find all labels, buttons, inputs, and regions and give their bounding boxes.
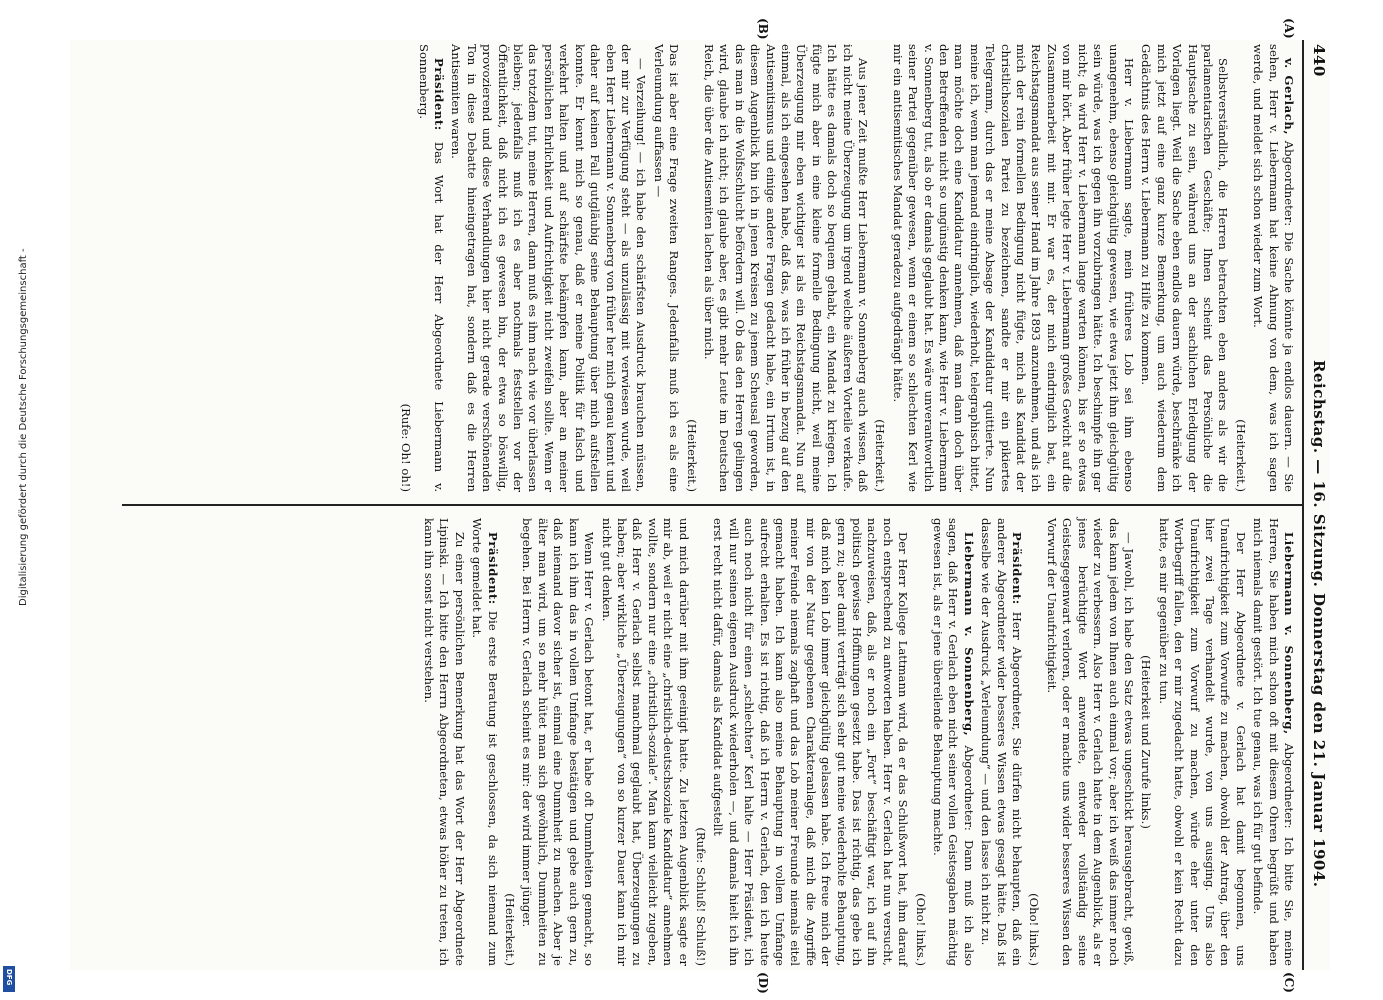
paragraph: Der Herr Kollege Lattmann wird, da er das Schlußwort hat, ihm darauf noch entsprechend zu antworten haben. Herr v. Gerlach hat nun versucht, nachzuweisen, daß, als er noch ein „Fort“ beschäftigt war, ich auf ihn politisch gewisse Hoffnungen gesetzt habe. Das ist richtig, das gebe ich gern zu; aber damit verträgt sich sehr gut meine wiederholte Behauptung, daß mich kein Lob immer gleichgültig gelassen habe. Ich freue mich der mir von der Natur gegebenen Charakteranlage, daß mich die Angriffe meiner Feinde niemals zaghaft und das Lob meiner Freunde niemals eitel gemacht haben. Ich kann also meine Behauptung in vollem Umfange aufrecht erhalten. Es ist richtig, daß ich Herrn v. Gerlach, den ich heute auch noch nicht für einen „schlechten“ Kerl halte — Herr Präsident, ich will nur seinen eigenen Ausdruck wiederholen —, und damals hielt ich ihn erst recht nicht dafür, damals als Kandidat aufgestellt — [711, 518, 911, 966]
credit-text: Digitalisierung gefördert durch die Deutsche Forschungsgemeinschaft - — [18, 248, 29, 606]
speech-text: Abgeordneter: Ich bitte Sie, meine Herren, Sie haben mich schon oft mit diesem Ohren begrüßt und haben mich niemals damit gestört. Ich tue genau, was ich für gut befinde. — [1251, 518, 1296, 967]
scanned-page — [70, 18, 1330, 994]
margin-marker-d: (D) — [756, 972, 770, 994]
paragraph — [1250, 518, 1296, 966]
speech-text: Herr Abgeordneter, Sie dürfen nicht behaupten, daß ein anderer Abgeordneter wider besseres Wissen etwas gesagt hätte. Daß ist dasselbe wie der Ausdruck „Verleumdung“ — und den lasse ich nicht zu. — [979, 518, 1025, 966]
reaction: (Heiterkeit.) — [873, 419, 888, 492]
reaction: (Heiterkeit und Zurufe links.) — [1139, 655, 1154, 829]
paragraph: Aus jener Zeit mußte Herr Liebermann v. Sonnenberg auch wissen, daß ich nicht meine Überzeugung um irgend welche äußeren Vorteile verkaufe. Ich hätte es damals doch so bequem gehabt, ein Mandat zu kriegen. Ich fügte mich aber in eine kleine formelle Bedingung nicht, weil meine Überzeugung mir eben wichtiger ist als ein Reichstagsmandat. Nun auf einmal, als ich eingesehen habe, daß das, was ich früher in bezug auf den Antisemitismus und einige andere Fragen gedacht habe, ein Irrtum ist, in diesem Augenblick bin ich in jenen Kreisen zu jenem Scheusal geworden, das man in die Wolfsschlucht befördern will. Ob das den Herren gelingen wird, glaube ich nicht; ich glaube aber, es gibt mehr Leute im Deutschen Reich, die über die Antisemiten lachen als über mich. — [701, 44, 871, 492]
speech-text: Abgeordneter: Dann muß ich also sagen, daß Herr v. Gerlach eben nicht seiner vollen Geistesgaben mächtig gewesen ist, als er jene übereilende Behauptung machte. — [931, 518, 976, 967]
margin-marker-b: (B) — [756, 18, 770, 40]
paragraph: Das ist aber eine Frage zweiten Ranges. Jedenfalls muß ich es als eine Verleumdung auffassen — — [651, 44, 682, 492]
margin-marker-a: (A) — [1282, 18, 1296, 39]
reaction: (Heiterkeit.) — [1233, 419, 1248, 492]
paragraph — [415, 44, 446, 492]
speech-text: Die erste Beratung ist geschlossen, da sich niemand zum Worte gemeldet hat. — [470, 518, 500, 966]
reaction: (Oho! links.) — [913, 893, 928, 966]
paragraph — [1250, 44, 1296, 492]
speaker-name: Präsident: — [432, 58, 447, 131]
paragraph: — Verzeihung! — ich habe den schärfsten Ausdruck brauchen müssen, der mir zur Verfügung steht — als unzulässig mit verwiesen wurde, weil eben Herr Liebermann v. Sonnenberg von früher her mich genau kennt und daher auf keinen Fall gutgläubig seine Behauptung über mich aufstellen konnte. Er kennt mich so genau, daß er meine Politik für falsch und verkehrt halten und auf schärfste bekämpfen kann, aber an meiner persönlichen Ehrlichkeit und Aufrichtigkeit nicht zweifeln sollte. Wenn er das trotzdem tut, meine Herren, dann muß es ihm nach wie vor überlassen bleiben; jedenfalls muß ich es aber nochmals feststellen vor der Öffentlichkeit, daß nicht ich es gewesen bin, der etwa so böswillig, provozierend und diese Verhandlungen hier nicht gerade verschönenden Ton in diese Debatte hineingetragen hat, sondern daß es die Herren Antisemiten waren. — [449, 44, 649, 492]
reaction: (Heiterkeit.) — [503, 893, 518, 966]
dfg-logo-text: DFG — [5, 969, 13, 986]
header-rule — [1302, 40, 1304, 970]
speech-text: Das Wort hat der Herr Abgeordnete Liebermann v. Sonnenberg. — [416, 44, 447, 492]
paragraph: — Jawohl, ich habe den Satz etwas ungeschickt herausgebracht, gewiß, das kann jedem von Ihnen auch einmal vor; aber ich weiß das immer noch wieder zu verbessern. Also Herr v. Gerlach hatte in dem Augenblick, als er jenes berüchtigte Wort anwendete, entweder vollständig seine Geistesgegenwart verloren, oder er machte uns wider besseres Wissen den Vorwurf der Unaufrichtigkeit. — [1044, 518, 1136, 966]
left-column — [396, 44, 1296, 492]
reaction: (Rufe: Schluß! Schluß!) — [693, 827, 708, 966]
column-rule — [122, 504, 1302, 506]
reaction: (Oho! links.) — [1027, 893, 1042, 966]
paragraph: Selbstverständlich, die Herren betrachten eben anders als wir die parlamentarischen Geschäfte; Ihnen scheint das Persönliche die Hauptsache zu sein, während uns an der sachlichen Erledigung der Vorlagen liegt. Weil die Sache eben endlos dauern würde, beschränke ich mich jetzt auf eine ganz kurze Bemerkung, um auch wiederum dem Gedächtnis des Herrn v. Liebermann zu Hilfe zu kommen. — [1139, 44, 1231, 492]
page-number: 440 — [1310, 44, 1328, 77]
dfg-logo — [3, 966, 15, 992]
paragraph: Zu einer persönlichen Bemerkung hat das Wort der Herr Abgeordnete Lipinski. — Ich bitte den Herrn Abgeordneten, etwas höher zu treten, ich kann ihn sonst nicht verstehen. — [422, 518, 467, 966]
page-header — [1304, 40, 1330, 970]
paragraph: Wenn Herr v. Gerlach betont hat, er habe oft Dummheiten gemacht, so kann ich ihm das in vollem Umfange bestätigen und gebe auch gern zu, daß niemand davor sicher ist, einmal eine Dummheit zu machen. Aber je älter man wird, um so mehr hütet man sich gewöhnlich, Dummheiten zu begehen. Bei Herrn v. Gerlach scheint es mir: der wird immer jünger. — [520, 518, 597, 966]
speaker-name: Liebermann v. Sonnenberg, — [1282, 532, 1296, 735]
paragraph — [978, 518, 1024, 966]
paragraph: und mich darüber mit ihm geeinigt hatte. Zu letzten Augenblick sagte er mir ab, weil er nicht eine „christlich-deutschsoziale Kandidatur“ annehmen wollte, sondern nur eine „christlich-soziale“. Man kann vielleicht zugeben, daß Herr v. Gerlach selbst manchmal geglaubt hat, Überzeugungen zu haben; aber wirkliche „Überzeugungen“ von so kurzer Dauer kann ich mir nicht gut denken. — [599, 518, 691, 966]
speaker-name: Liebermann v. Sonnenberg, — [961, 532, 976, 737]
paragraph — [469, 518, 500, 966]
speaker-name: v. Gerlach, — [1282, 58, 1296, 136]
paragraph: Der Herr Abgeordnete v. Gerlach hat damit begonnen, uns Unaufrichtigkeit zum Vorwurfe zu machen, obwohl der Antrag, über den hier zwei Tage verhandelt wurde, von uns ausging. Uns also Unaufrichtigkeit zum Vorwurf zu machen, würde eher unter den Wortbegriff fallen, den er mir zugedacht hatte, obwohl er kein Recht dazu hatte, es mir gegenüber zu tun. — [1156, 518, 1248, 966]
speech-text: Abgeordneter: Die Sache könnte ja endlos dauern. — Sie sehen, Herr v. Liebermann hat keine Ahnung von dem, was ich sagen werde, und meldet sich schon wieder zum Wort. — [1251, 44, 1296, 492]
speaker-name: Präsident: — [1010, 532, 1025, 605]
reaction: (Heiterkeit.) — [684, 419, 699, 492]
margin-marker-c: (C) — [1282, 972, 1296, 993]
paragraph — [930, 518, 976, 966]
paragraph: Herr v. Liebermann sagte, mein früheres Lob sei ihm ebenso unangenehm, ebenso gleichgültig gewesen, wie etwa jetzt ihm gleichgültig sein würde, was ich gegen ihn vorzubringen hätte. Ich beschimpfe ihn gar nicht; da wird Herr v. Liebermann lange warten können, bis er so etwas von mir hört. Aber früher legte Herr v. Liebermann großes Gewicht auf die Zusammenarbeit mit mir. Er war es, der mich eindringlich bat, ein Reichstagsmandat aus seiner Hand im Jahre 1893 anzunehmen, und als ich mich der rein formellen Bedingung nicht fügte, mich als Kandidat der christlichsozialen Partei zu bezeichnen, sandte er mir ein pikiertes Telegramm, durch das er meine Absage der Kandidatur quittierte. Nun meine ich, wenn man jemand eindringlich, wiederholt, telegraphisch bittet, man möchte doch eine Kandidatur annehmen, daß man dann doch über den Betreffenden nicht so ungünstig denken kann, wie Herr v. Liebermann v. Sonnenberg tut, als ob er damals geglaubt hat. Es wäre unverantwortlich seiner Partei gegenüber gewesen, wenn er einem so schlechten Kerl wie mir ein antisemitisches Mandat geradezu aufgedrängt hätte. — [890, 44, 1136, 492]
digitization-credit — [4, 0, 29, 1000]
running-title: Reichstag. — 16. Sitzung. Donnerstag den 21. Januar 1904. — [1310, 360, 1328, 888]
speaker-name: Präsident: — [485, 532, 500, 605]
reaction: (Rufe: Oh! oh!) — [399, 403, 414, 492]
right-column — [419, 518, 1296, 966]
